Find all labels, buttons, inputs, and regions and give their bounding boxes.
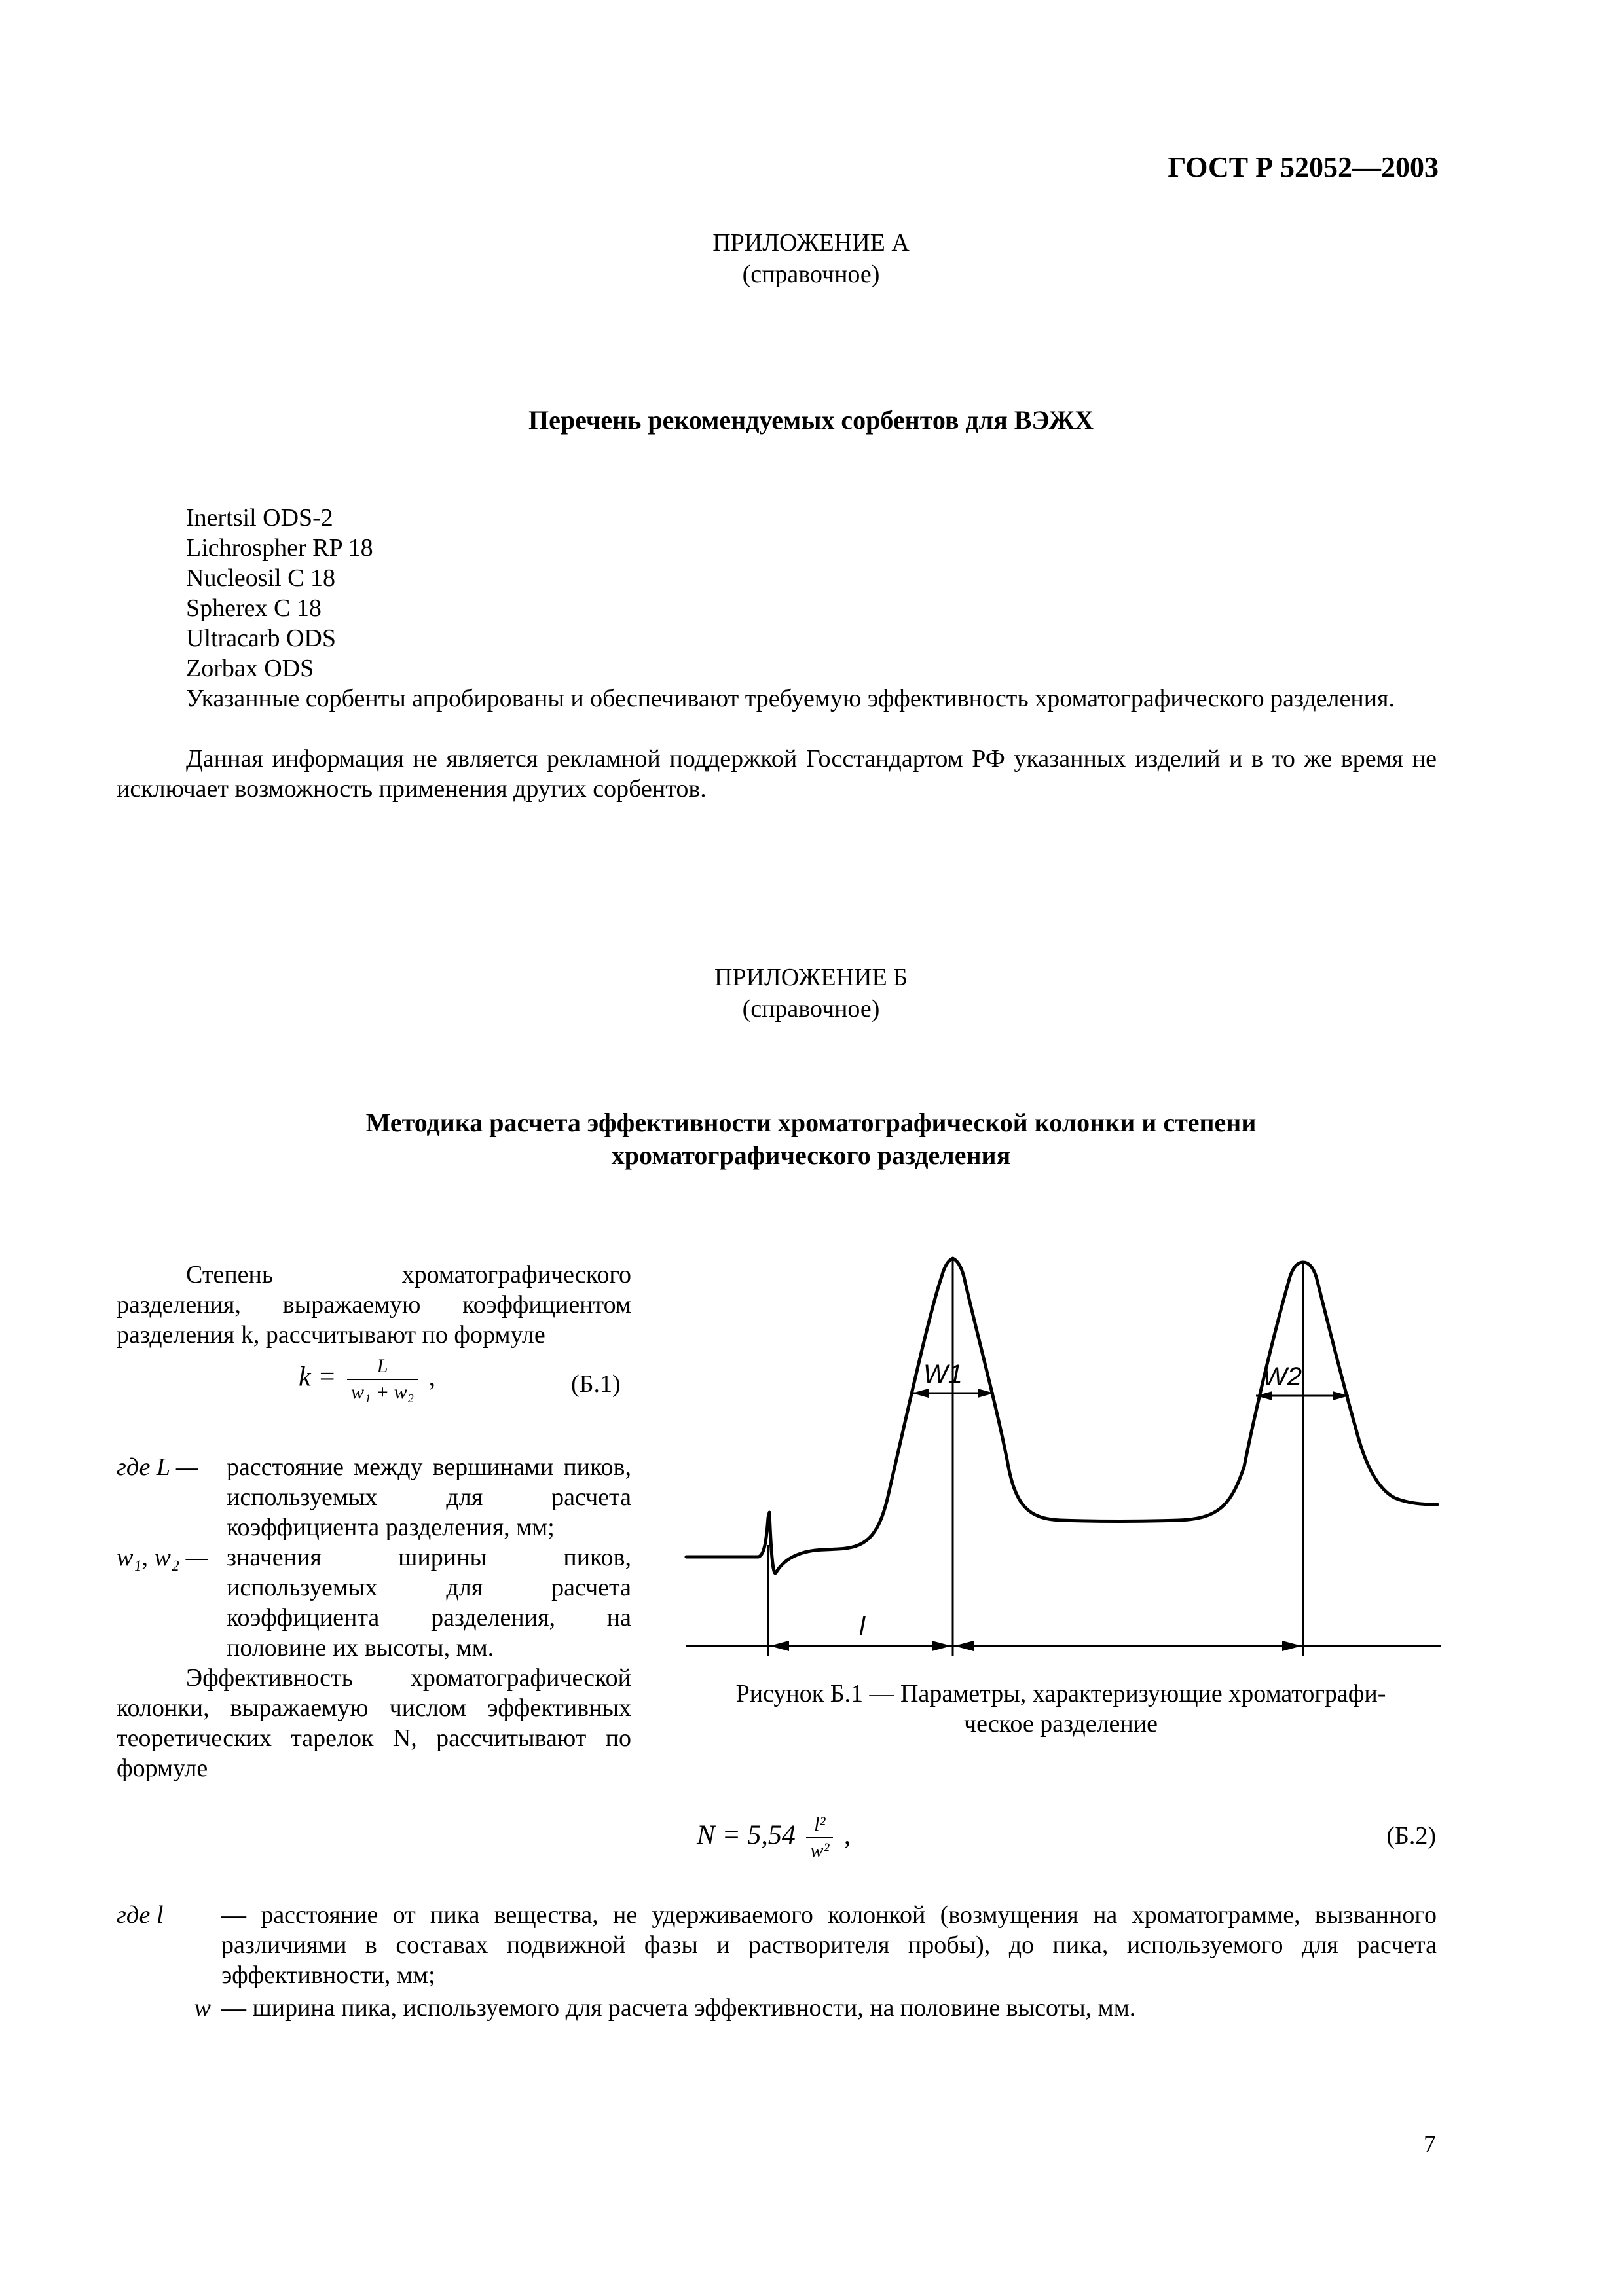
l-arrow-left bbox=[769, 1641, 789, 1651]
definition-w1-w2 bbox=[117, 1542, 631, 1663]
L-arrow-left bbox=[954, 1641, 974, 1651]
list-item: Lichrospher RP 18 bbox=[186, 534, 373, 562]
annex-b-label: ПРИЛОЖЕНИЕ Б bbox=[714, 964, 908, 991]
definition-l bbox=[117, 1900, 1437, 1990]
formula-b1-denominator: w₁ + w₂ bbox=[347, 1379, 418, 1404]
annex-a-status: (справочное) bbox=[742, 261, 880, 288]
definition-text: — ширина пика, используемого для расчета эффективности, на половине высоты, мм. bbox=[221, 1994, 1136, 2022]
formula-b1-number: (Б.1) bbox=[571, 1370, 621, 1398]
efficiency-text: Эффективность хроматографической колонки, выражаемую числом эффективных теоретических тарелок N, рассчитывают по формуле bbox=[117, 1664, 631, 1782]
definition-symbol: w bbox=[194, 1994, 211, 2022]
label-l-small: l bbox=[859, 1613, 865, 1641]
definition-symbol: w₁, w₂ — bbox=[117, 1544, 208, 1571]
annex-b-title-line-1: Методика расчета эффективности хроматографической колонки и степени bbox=[365, 1108, 1257, 1137]
formula-b2-lhs: N = 5,54 bbox=[697, 1820, 796, 1851]
annex-a-label: ПРИЛОЖЕНИЕ А bbox=[712, 229, 910, 257]
formula-b2-number: (Б.2) bbox=[1386, 1822, 1436, 1850]
definition-text: значения ширины пиков, используемых для расчета коэффициента разделения, на половине их высоты, мм. bbox=[227, 1544, 631, 1662]
list-item: Zorbax ODS bbox=[186, 655, 314, 682]
annex-a-title: Перечень рекомендуемых сорбентов для ВЭЖХ bbox=[528, 405, 1094, 435]
formula-b1-tail: , bbox=[428, 1362, 436, 1393]
list-item: Nucleosil C 18 bbox=[186, 564, 335, 592]
where-list-2 bbox=[117, 1900, 1437, 2023]
annex-b-status: (справочное) bbox=[742, 995, 880, 1023]
w1-arrow-left bbox=[912, 1389, 929, 1398]
sorbent-list bbox=[186, 503, 373, 683]
definition-text: — расстояние от пика вещества, не удерживаемого колонкой (возмущения на хроматограмме, вызванного различиями в составах подвижной фазы и растворителя пробы), до пика, используемого для расчета эффективности, мм; bbox=[221, 1901, 1437, 1989]
annex-b-title-line-2: хроматографического разделения bbox=[611, 1140, 1011, 1170]
annex-a-paragraph-2: Данная информация не является рекламной поддержкой Госстандартом РФ указанных изделий и в то же время не исключает возможность применения других сорбентов. bbox=[117, 745, 1437, 803]
formula-b1 bbox=[299, 1355, 435, 1404]
where-list-1 bbox=[117, 1452, 631, 1663]
standard-number: ГОСТ Р 52052—2003 bbox=[1168, 151, 1439, 183]
definition-L bbox=[117, 1452, 631, 1542]
definition-symbol: где l bbox=[117, 1901, 164, 1929]
l-arrow-right bbox=[932, 1641, 951, 1651]
annex-a-paragraph-1: Указанные сорбенты апробированы и обеспечивают требуемую эффективность хроматографического разделения. bbox=[186, 685, 1395, 712]
figure-caption-line-1: Рисунок Б.1 — Параметры, характеризующие хроматографи- bbox=[735, 1680, 1386, 1707]
L-arrow-right bbox=[1282, 1641, 1302, 1651]
formula-b2-denominator: w² bbox=[806, 1837, 833, 1862]
chromatogram-curve bbox=[686, 1258, 1437, 1573]
formula-b2-fraction bbox=[806, 1813, 833, 1862]
formula-b1-fraction bbox=[347, 1355, 418, 1404]
formula-b1-lhs: k = bbox=[299, 1362, 337, 1393]
formula-b2 bbox=[697, 1813, 851, 1862]
label-w1: W1 bbox=[923, 1360, 963, 1389]
page-number: 7 bbox=[1424, 2130, 1436, 2158]
definition-w bbox=[117, 1993, 1437, 2023]
formula-b2-tail: , bbox=[843, 1820, 851, 1851]
definition-text: расстояние между вершинами пиков, используемых для расчета коэффициента разделения, мм; bbox=[227, 1453, 631, 1541]
chromatogram-figure bbox=[681, 1237, 1441, 1709]
list-item: Inertsil ODS-2 bbox=[186, 504, 333, 532]
list-item: Ultracarb ODS bbox=[186, 625, 336, 652]
figure-caption-line-2: ческое разделение bbox=[964, 1710, 1158, 1738]
annex-b-intro: Степень хроматографического разделения, выражаемую коэффициентом разделения k, рассчитывают по формуле bbox=[117, 1261, 631, 1349]
definition-symbol: где L — bbox=[117, 1453, 198, 1481]
formula-b2-numerator: l² bbox=[814, 1813, 826, 1835]
formula-b1-numerator: L bbox=[377, 1355, 388, 1377]
label-w2: W2 bbox=[1263, 1362, 1302, 1391]
list-item: Spherex C 18 bbox=[186, 594, 322, 622]
